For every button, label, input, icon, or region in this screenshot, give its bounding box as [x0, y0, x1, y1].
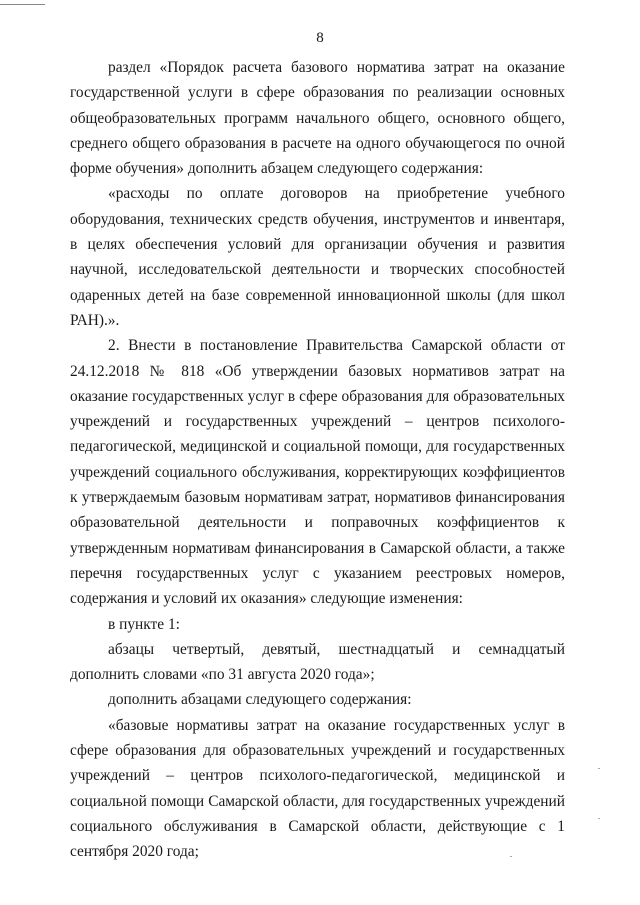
paragraph-expenses-quote: «расходы по оплате договоров на приобретение учебного оборудования, технических средств обучения, инструментов и инвентаря, в целях обеспечения условий для организации обучения и развития научной, исследовательской деятельности и творческих способностей одаренных детей на базе современной инновационной школы (для школ РАН).».: [70, 185, 565, 329]
scan-speck: [598, 818, 600, 819]
scan-edge-mark: [0, 4, 45, 5]
paragraph-item-2: 2. Внести в постановление Правительства Самарской области от 24.12.2018 № 818 «Об утверждении базовых нормативов затрат на оказание государственных услуг в сфере образования для образовательных учреждений и государственных учреждений – центров психолого-педагогической, медицинской и социальной помощи, для государственных учреждений социального обслуживания, корректирующих коэффициентов к утверждаемым базовым нормативам затрат, нормативов финансирования образовательной деятельности и поправочных коэффициентов к утвержденным нормативам финансирования в Самарской области, а также перечня государственных услуг с указанием реестровых номеров, содержания и условий их оказания» следующие изменения:: [70, 337, 565, 608]
paragraph-point-1: в пункте 1:: [108, 615, 180, 633]
paragraph-section-amendment: раздел «Порядок расчета базового норматива затрат на оказание государственной услуги в сфере образования по реализации основных общеобразовательных программ начального общего, основного общего, среднего общего образования в расчете на одного обучающегося по очной форме обучения» дополнить абзацем следующего содержания:: [70, 59, 565, 178]
document-body: [70, 55, 565, 865]
paragraph-add-paragraphs: дополнить абзацами следующего содержания:: [108, 691, 412, 709]
page-number: 8: [316, 30, 324, 46]
scan-speck: [598, 768, 600, 769]
paragraph-supplement-words: абзацы четвертый, девятый, шестнадцатый и семнадцатый дополнить словами «по 31 августа 2020 года»;: [70, 640, 565, 684]
paragraph-base-standards-quote: «базовые нормативы затрат на оказание государственных услуг в сфере образования для образовательных учреждений и государственных учреждений – центров психолого-педагогической, медицинской и социальной помощи Самарской области, для государственных учреждений социального обслуживания в Самарской области, действующие с 1 сентября 2020 года;: [70, 716, 565, 861]
scan-speck: [510, 856, 512, 857]
